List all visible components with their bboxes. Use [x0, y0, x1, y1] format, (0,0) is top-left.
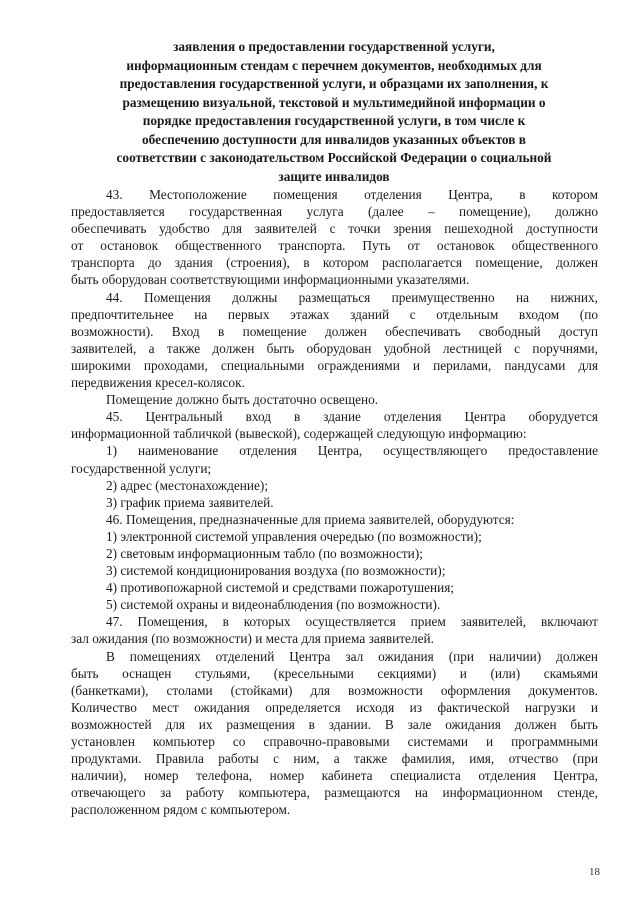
page-number: 18 [589, 866, 600, 878]
heading-line: защите инвалидов [278, 168, 390, 184]
text-line: заявителей, а также должен быть оборудован удобной лестницей с поручнями, [71, 340, 598, 356]
text-line: 46. Помещения, предназначенные для приема заявителей, оборудуются: [106, 511, 515, 527]
text-line: 2) адрес (местонахождение); [106, 477, 269, 493]
text-line: предоставляется государственная услуга (далее – помещение), должно [71, 204, 598, 220]
heading-line: обеспечению доступности для инвалидов указанных объектов в [142, 131, 526, 147]
heading-line: информационным стендам с перечнем документов, необходимых для [126, 57, 542, 73]
text-line: 2) световым информационным табло (по возможности); [106, 545, 423, 561]
text-line: Количество мест ожидания определяется исходя из фактической нагрузки и [71, 699, 598, 715]
text-line: быть оснащен стульями, (кресельными секциями) и (или) скамьями [71, 665, 598, 681]
text-line: 1) электронной системой управления очередью (по возможности); [106, 528, 482, 544]
text-line: 45. Центральный вход в здание отделения Центра оборудуется [106, 409, 598, 425]
text-line: продуктами. Правила работы с ним, а также фамилия, имя, отчество (при [71, 751, 598, 767]
text-line: от остановок общественного транспорта. Путь от остановок общественного [71, 238, 598, 254]
heading-line: порядке предоставления государственной услуги, в том числе к [142, 113, 526, 128]
text-line: обеспечивать удобство для заявителей с точки зрения пешеходной доступности [71, 221, 598, 237]
text-line: В помещениях отделений Центра зал ожидания (при наличии) должен [106, 648, 598, 664]
text-line: отвечающего за работу компьютера, размещаются на информационном стенде, [71, 785, 598, 801]
text-line: широкими проходами, специальными ограждениями и перилами, пандусами для [71, 357, 598, 373]
text-line: (банкетками), столами (стойками) для возможности оформления документов. [71, 682, 598, 698]
section-heading [70, 38, 598, 186]
text-line: 47. Помещения, в которых осуществляется прием заявителей, включают [106, 614, 598, 630]
heading-line: заявления о предоставлении государственной услуги, [173, 39, 495, 54]
text-line: 43. Местоположение помещения отделения Центра, в котором [106, 187, 598, 202]
text-line: зал ожидания (по возможности) и места для приема заявителей. [71, 631, 434, 647]
heading-line: предоставления государственной услуги, и образцами их заполнения, к [119, 76, 549, 91]
text-line: 4) противопожарной системой и средствами пожаротушения; [106, 580, 455, 596]
text-line: предпочтительнее на первых этажах зданий с отдельным входом (по [71, 306, 598, 322]
text-line: расположенном рядом с компьютером. [71, 802, 291, 818]
heading-line: размещению визуальной, текстовой и мультимедийной информации о [122, 94, 546, 110]
text-line: наличии), номер телефона, номер кабинета специалиста отделения Центра, [71, 768, 598, 784]
body-text [71, 186, 598, 818]
text-line: возможностей для их размещения в здании. В зале ожидания должен быть [71, 716, 598, 732]
text-line: возможности). Вход в помещение должен обеспечивать свободный доступ [71, 323, 598, 339]
text-line: государственной услуги; [71, 460, 212, 476]
text-line: информационной табличкой (вывеской), содержащей следующую информацию: [71, 426, 527, 442]
text-line: передвижения кресел-колясок. [71, 375, 245, 391]
text-line: быть оборудован соответствующими информационными указателями. [71, 272, 470, 288]
text-line: 44. Помещения должны размещаться преимущественно на нижних, [106, 289, 598, 305]
text-line: установлен компьютер со справочно-правовыми системами и программными [71, 734, 598, 749]
heading-line: соответствии с законодательством Российской Федерации о социальной [116, 150, 552, 165]
text-line: 3) системой кондиционирования воздуха (по возможности); [106, 563, 446, 579]
text-line: 5) системой охраны и видеонаблюдения (по возможности). [106, 597, 441, 613]
text-line: 3) график приема заявителей. [106, 494, 274, 510]
text-line: 1) наименование отделения Центра, осуществляющего предоставление [106, 443, 598, 459]
text-line: транспорта до здания (строения), в котором располагается помещение, должен [71, 255, 598, 271]
text-line: Помещение должно быть достаточно освещено. [106, 392, 379, 408]
